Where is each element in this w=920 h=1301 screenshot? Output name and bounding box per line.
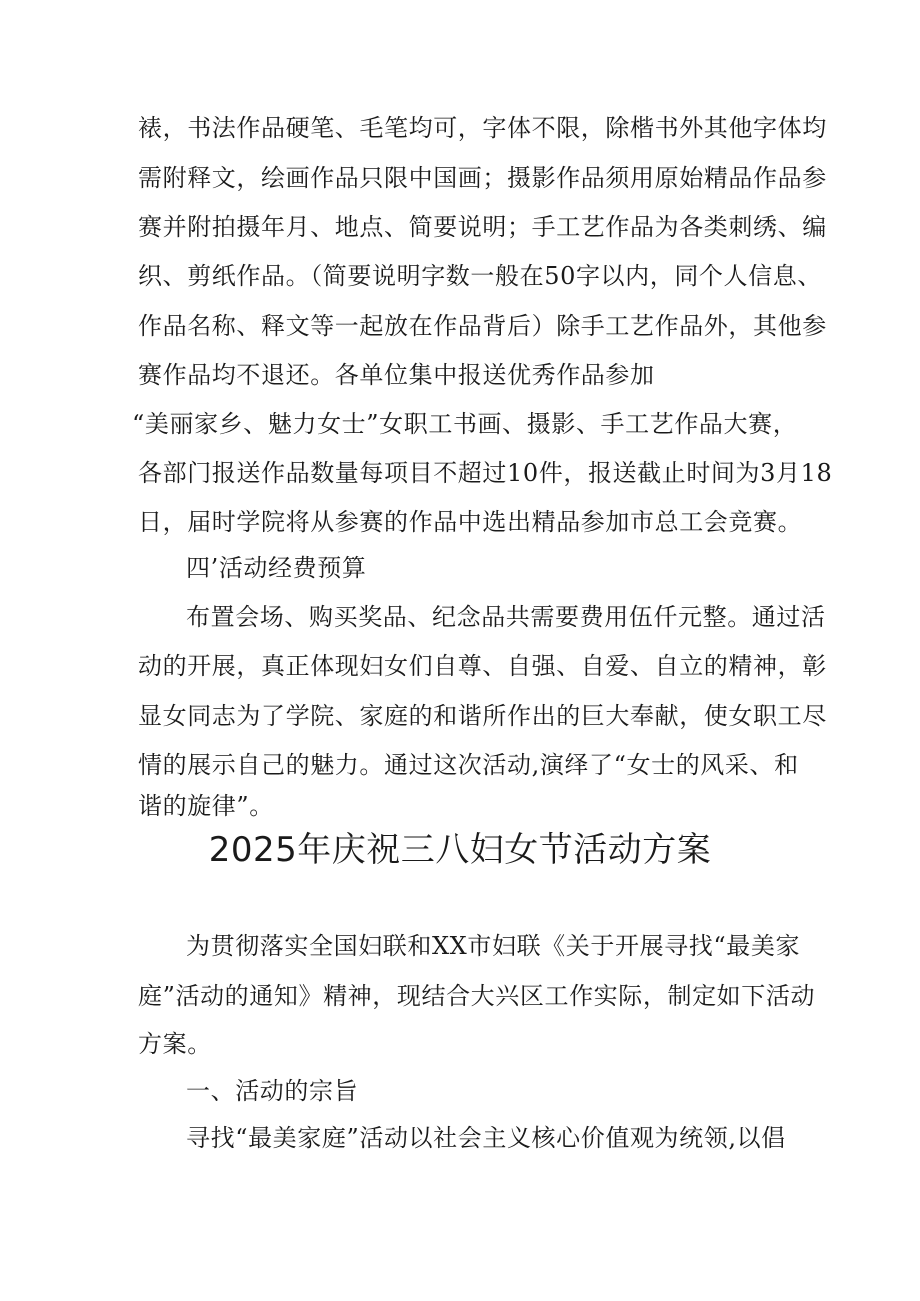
paragraph-line: 寻找“最美家庭”活动以社会主义核心价值观为统领,以倡 bbox=[186, 1124, 786, 1152]
paragraph-line: 方案。 bbox=[138, 1030, 212, 1058]
paragraph-line: 显女同志为了学院、家庭的和谐所作出的巨大奉献，使女职工尽 bbox=[138, 702, 827, 730]
paragraph-line: 各部门报送作品数量每项目不超过10件，报送截止时间为3月18 bbox=[138, 459, 833, 487]
paragraph-line: 赛并附拍摄年月、地点、简要说明；手工艺作品为各类刺绣、编 bbox=[138, 213, 827, 241]
section-heading-budget: 四’活动经费预算 bbox=[186, 554, 367, 582]
section-heading-purpose: 一、活动的宗旨 bbox=[186, 1077, 359, 1105]
paragraph-line: 赛作品均不退还。各单位集中报送优秀作品参加 bbox=[138, 361, 655, 389]
paragraph-line: 为贯彻落实全国妇联和XX市妇联《关于开展寻找“最美家 bbox=[186, 932, 801, 960]
paragraph-line: 织、剪纸作品。（简要说明字数一般在50字以内，同个人信息、 bbox=[138, 262, 822, 290]
paragraph-line: 布置会场、购买奖品、纪念品共需要费用伍仟元整。通过活 bbox=[186, 603, 826, 631]
paragraph-line: 作品名称、释文等一起放在作品背后）除手工艺作品外，其他参 bbox=[138, 312, 827, 340]
document-title: 2025年庆祝三八妇女节活动方案 bbox=[208, 830, 712, 870]
paragraph-line: 日，届时学院将从参赛的作品中选出精品参加市总工会竞赛。 bbox=[138, 508, 803, 536]
paragraph-line: 需附释文，绘画作品只限中国画；摄影作品须用原始精品作品参 bbox=[138, 164, 827, 192]
paragraph-line: 庭”活动的通知》精神，现结合大兴区工作实际，制定如下活动 bbox=[138, 982, 816, 1010]
paragraph-line: 动的开展，真正体现妇女们自尊、自强、自爱、自立的精神，彰 bbox=[138, 652, 827, 680]
paragraph-line: 情的展示自己的魅力。通过这次活动,演绎了“女士的风采、和 bbox=[138, 751, 799, 779]
paragraph-line: 裱，书法作品硬笔、毛笔均可，字体不限，除楷书外其他字体均 bbox=[138, 114, 827, 142]
paragraph-line: “美丽家乡、魅力女士”女职工书画、摄影、手工艺作品大赛， bbox=[132, 410, 798, 438]
paragraph-line: 谐的旋律”。 bbox=[138, 792, 274, 820]
